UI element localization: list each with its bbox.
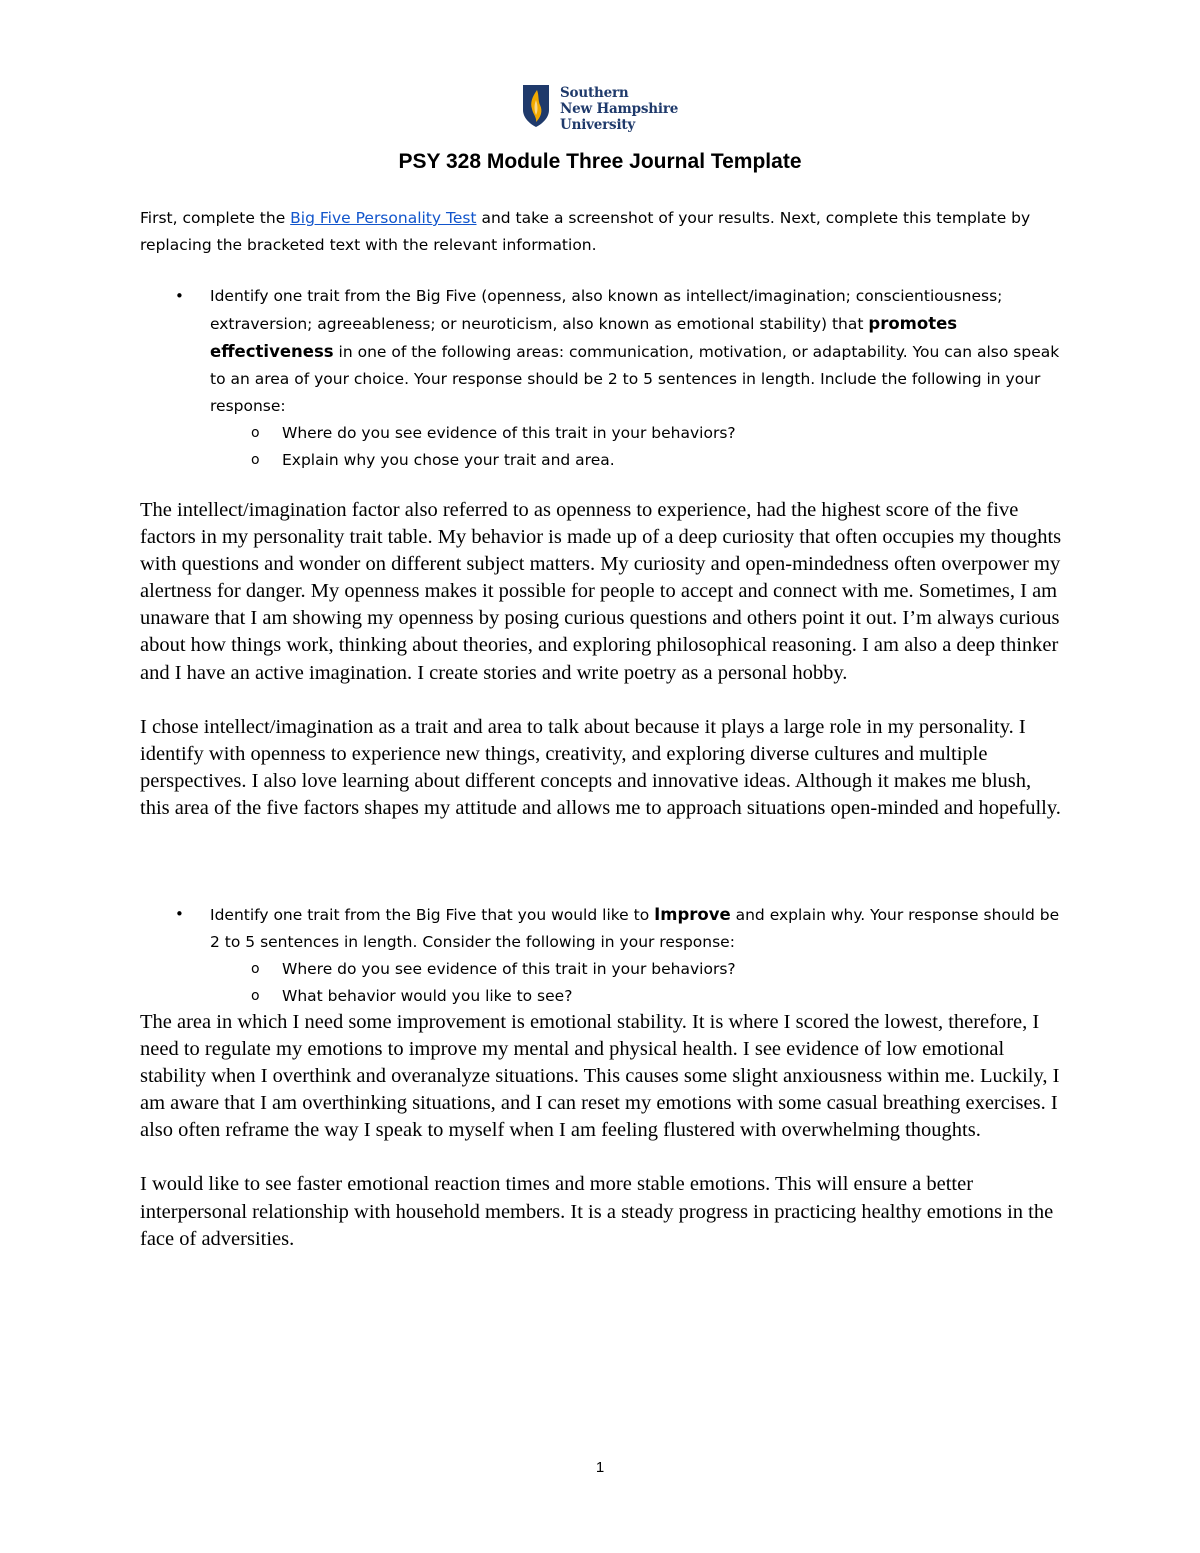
bullet-prompt-2 <box>140 901 1070 1010</box>
university-logo <box>522 84 678 133</box>
prompt-text: Identify one trait from the Big Five (openness, also known as intellect/imagination; conscientiousness; extraversion; agreeableness; or neuroticism, also known as emotional stability) that <box>210 287 1003 333</box>
bullet-item <box>140 901 1070 956</box>
response-paragraph: The intellect/imagination factor also referred to as openness to experience, had the highest score of the five factors in my personality trait table. My behavior is made up of a deep curiosity that often occupies my thoughts with questions and wonder on different subject matters. My curiosity and open-mindedness often overpower my alertness for danger. My openness makes it possible for people to accept and connect with me. Sometimes, I am unaware that I am showing my openness by posing curious questions and others point it out. I’m always curious about how things work, thinking about theories, and exploring philosophical reasoning. I am also a deep thinker and I have an active imagination. I create stories and write poetry as a personal hobby. <box>140 499 1062 684</box>
response-paragraph: The area in which I need some improvement is emotional stability. It is where I scored the lowest, therefore, I need to regulate my emotions to improve my mental and physical health. I see evidence of low emotional stability when I overthink and overanalyze situations. This causes some slight anxiousness within me. Luckily, I am aware that I am overthinking situations, and I can reset my emotions with some casual breathing exercises. I also often reframe the way I speak to myself when I am feeling flustered with overwhelming thoughts. <box>140 1011 1060 1142</box>
response-paragraph: I chose intellect/imagination as a trait and area to talk about because it plays a large role in my personality. I identify with openness to experience new things, creativity, and exploring diverse cultures and multiple perspectives. I also love learning about different concepts and innovative ideas. Although it makes me blush, this area of the five factors shapes my attitude and allows me to approach situations open-minded and hopefully. <box>140 715 1061 819</box>
intro-text-before: First, complete the <box>140 209 291 227</box>
logo-line-1: Southern <box>560 85 629 101</box>
intro-text-after: and take a screenshot of your results. Next, complete this template by replacing the bracketed text with the relevant information. <box>140 209 1031 254</box>
response-paragraph: I would like to see faster emotional reaction times and more stable emotions. This will ensure a better interpersonal relationship with household members. It is a steady progress in practicing healthy emotions in the face of adversities. <box>140 1173 1054 1250</box>
prompt-text: in one of the following areas: communication, motivation, or adaptability. You can also speak to an area of your choice. Your response should be 2 to 5 sentences in length. Include the following in your response: <box>210 343 1060 415</box>
sub-item-text: Explain why you chose your trait and area. <box>282 451 615 469</box>
bullet-marker: • <box>175 905 184 923</box>
prompt-emphasis: Improve <box>654 905 731 924</box>
prompt-text: Identify one trait from the Big Five that you would like to <box>210 906 655 924</box>
response-1 <box>140 497 1065 822</box>
logo-line-3: University <box>560 117 636 133</box>
shield-flame-icon <box>522 84 550 128</box>
logo-wordmark <box>560 85 678 133</box>
logo-line-2: New Hampshire <box>560 101 679 117</box>
sub-marker: o <box>251 961 260 977</box>
sub-item <box>140 956 1070 983</box>
bullet-prompt-1 <box>140 283 1070 474</box>
sub-marker: o <box>251 452 260 468</box>
sub-marker: o <box>251 425 260 441</box>
page-number: 1 <box>595 1459 605 1476</box>
sub-item-text: Where do you see evidence of this trait in your behaviors? <box>282 960 736 978</box>
page-title: PSY 328 Module Three Journal Template <box>398 150 802 173</box>
prompt-text: and explain why. Your response should be 2 to 5 sentences in length. Consider the following in your response: <box>210 906 1060 951</box>
sub-item <box>140 983 1070 1010</box>
big-five-test-link[interactable]: Big Five Personality Test <box>290 209 477 227</box>
sub-item-text: What behavior would you like to see? <box>282 987 573 1005</box>
prompt-emphasis: promotes effectiveness <box>210 314 958 361</box>
response-2 <box>140 1009 1065 1253</box>
bullet-item <box>140 283 1070 420</box>
intro-paragraph <box>140 205 1070 259</box>
sub-item-text: Where do you see evidence of this trait in your behaviors? <box>282 424 736 442</box>
sub-marker: o <box>251 988 260 1004</box>
sub-item <box>140 447 1070 474</box>
sub-item <box>140 420 1070 447</box>
bullet-marker: • <box>175 287 184 305</box>
